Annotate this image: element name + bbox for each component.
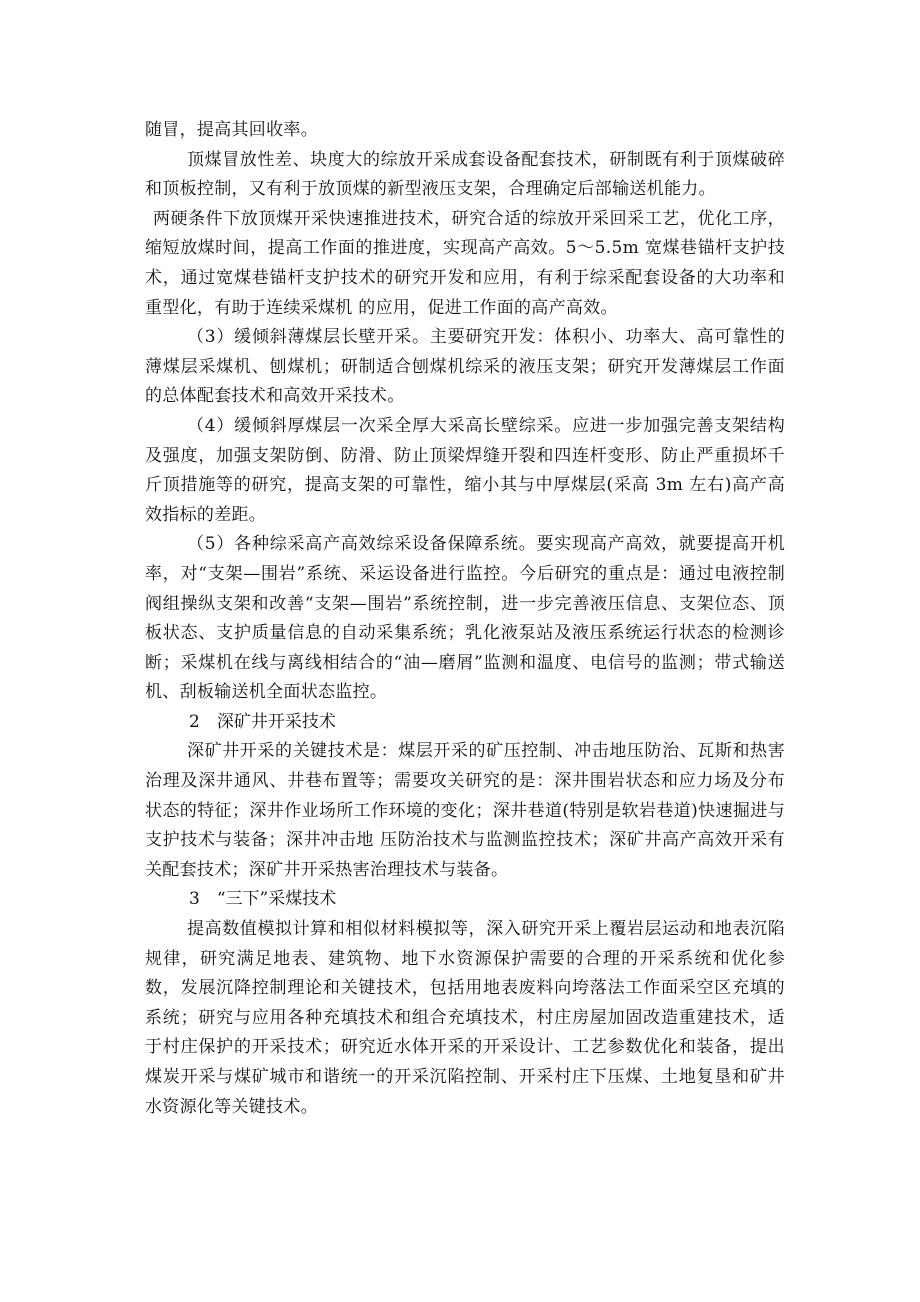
paragraph-three-under-mining: 提高数值模拟计算和相似材料模拟等，深入研究开采上覆岩层运动和地表沉陷规律，研究满足地表、建筑物、地下水资源保护需要的合理的开采系统和优化参数，发展沉降控制理论和关键技术，包括用地表废料向垮落法工作面采空区充填的系统；研究与应用各种充填技术和组合充填技术，村庄房屋加固改造重建技术，适于村庄保护的开采技术；研究近水体开采的开采设计、工艺参数优化和装备，提出煤炭开采与煤矿城市和谐统一的开采沉陷控制、开采村庄下压煤、土地复垦和矿井水资源化等关键技术。 <box>145 919 785 1117</box>
section-heading-three-under-mining: 3 “三下”采煤技术 <box>189 889 337 910</box>
paragraph-two-hard-conditions: 两硬条件下放顶煤开采快速推进技术，研究合适的综放开采回采工艺，优化工序，缩短放煤时间，提高工作面的推进度，实现高产高效。5～5.5m 宽煤巷锚杆支护技术，通过宽煤巷锚杆支护技术的研究开发和应用，有利于综采配套设备的大功率和重型化，有助于连续采煤机 的应用，促进工作面的高产高效。 <box>145 208 785 318</box>
paragraph-deep-mining: 深矿井开采的关键技术是：煤层开采的矿压控制、冲击地压防治、瓦斯和热害治理及深井通风、井巷布置等；需要攻关研究的是：深井围岩状态和应力场及分布状态的特征；深井作业场所工作环境的变化；深井巷道(特别是软岩巷道)快速掘进与支护技术与装备；深井冲击地 压防治技术与监测监控技术；深矿井高产高效开采有关配套技术；深矿井开采热害治理技术与装备。 <box>145 741 785 880</box>
paragraph-support-system-monitoring: （5）各种综采高产高效综采设备保障系统。要实现高产高效，就要提高开机率，对“支架—围岩”系统、采运设备进行监控。今后研究的重点是：通过电液控制阀组操纵支架和改善“支架—围岩”系统控制，进一步完善液压信息、支架位态、顶板状态、支护质量信息的自动采集系统；乳化液泵站及液压系统运行状态的检测诊断；采煤机在线与离线相结合的“油—磨屑”监测和温度、电信号的监测；带式输送机、刮板输送机全面状态监控。 <box>145 534 785 703</box>
document-body <box>145 116 785 1122</box>
section-heading-deep-mining: 2 深矿井开采技术 <box>189 711 336 732</box>
paragraph-top-coal-equipment: 顶煤冒放性差、块度大的综放开采成套设备配套技术，研制既有利于顶煤破碎和顶板控制，又有利于放顶煤的新型液压支架，合理确定后部输送机能力。 <box>145 149 785 200</box>
paragraph-recovery-rate: 随冒，提高其回收率。 <box>145 120 318 140</box>
paragraph-thin-seam-longwall: （3）缓倾斜薄煤层长壁开采。主要研究开发：体积小、功率大、高可靠性的薄煤层采煤机、刨煤机；研制适合刨煤机综采的液压支架；研究开发薄煤层工作面的总体配套技术和高效开采技术。 <box>145 327 785 407</box>
paragraph-thick-seam-full-height: （4）缓倾斜厚煤层一次采全厚大采高长壁综采。应进一步加强完善支架结构及强度，加强支架防倒、防滑、防止顶梁焊缝开裂和四连杆变形、防止严重损坏千斤顶措施等的研究，提高支架的可靠性，缩小其与中厚煤层(采高 3m 左右)高产高效指标的差距。 <box>145 415 785 525</box>
